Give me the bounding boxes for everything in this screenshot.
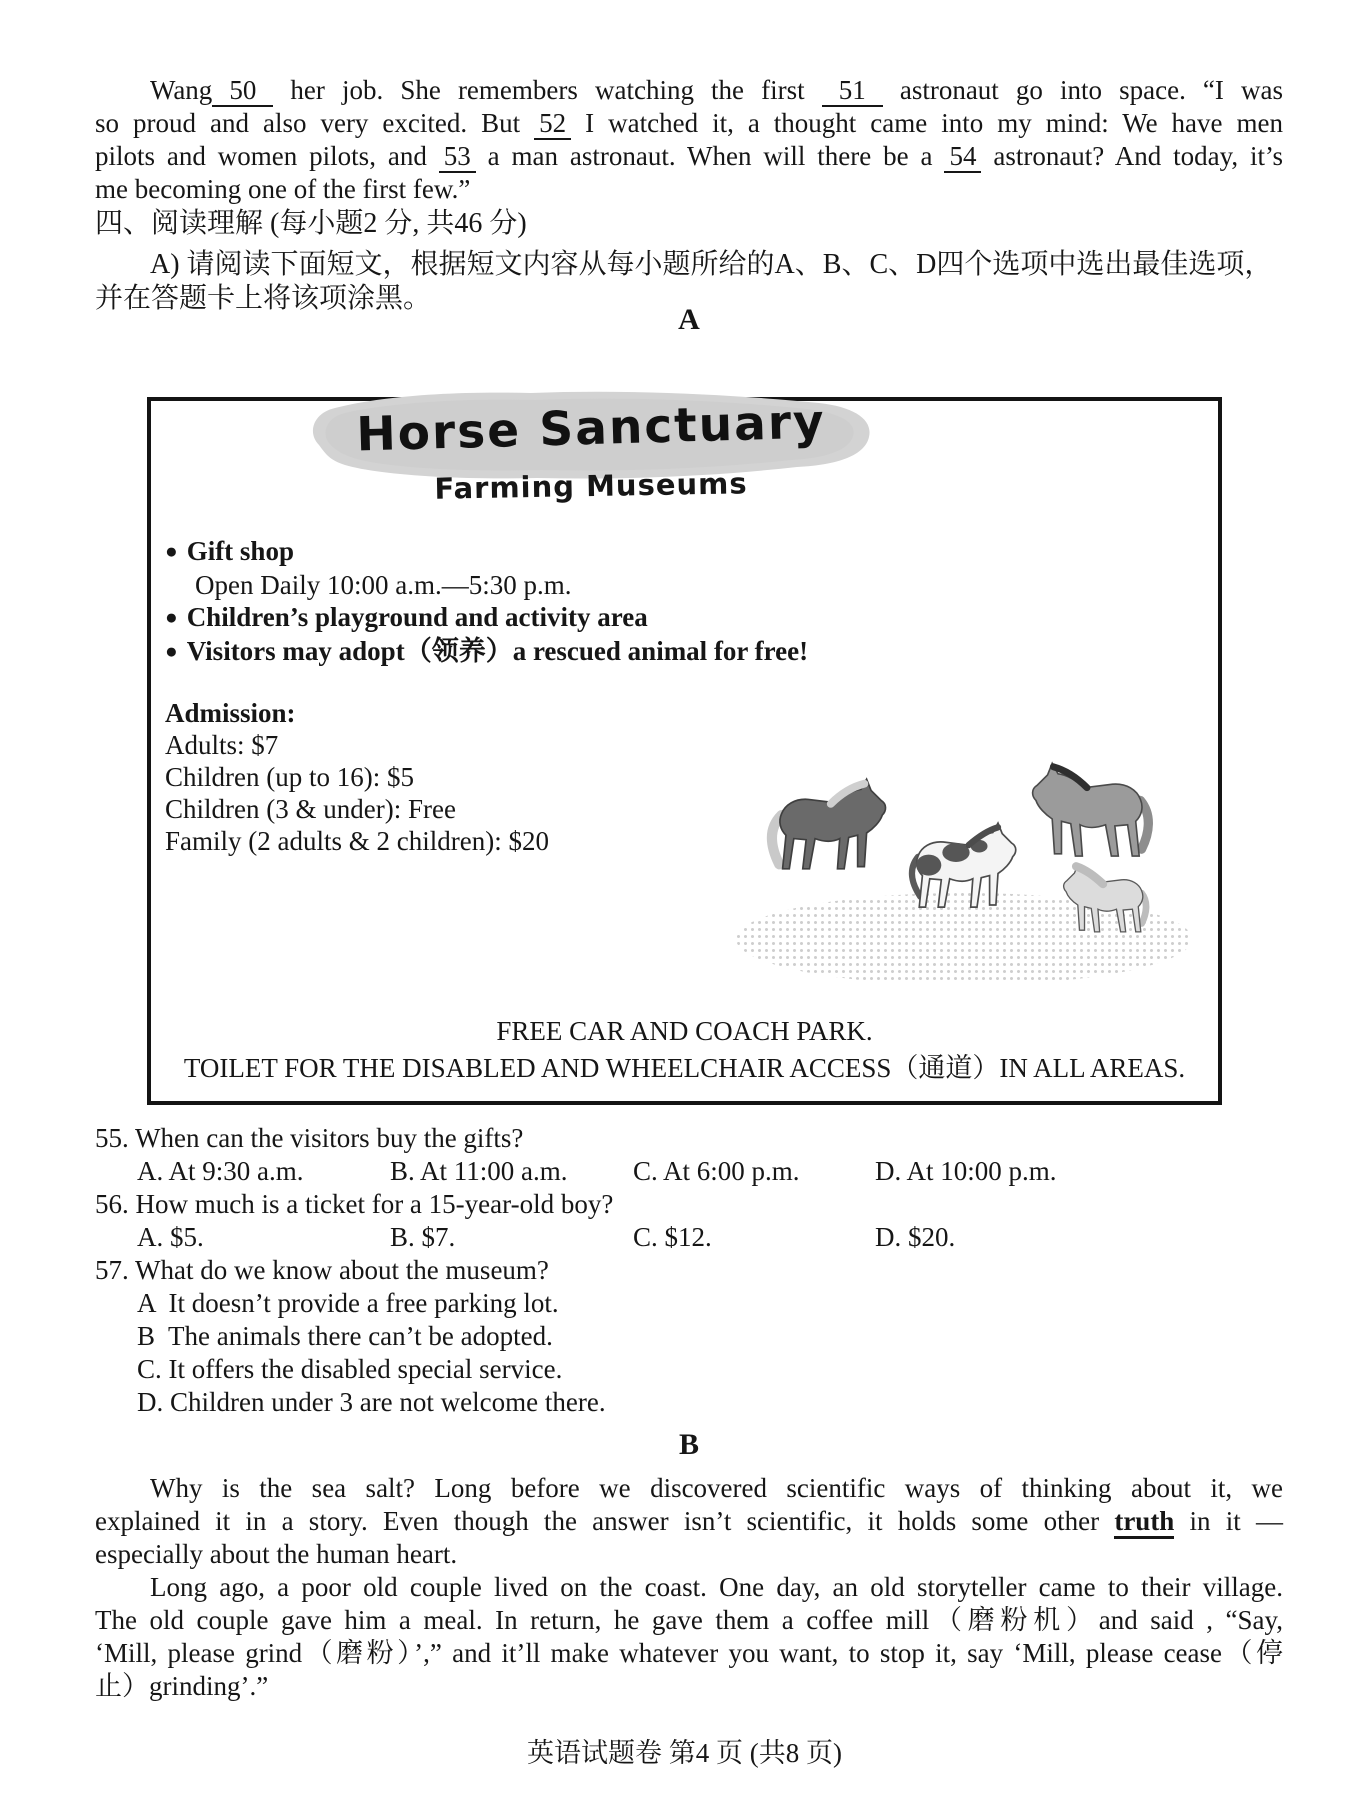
text-run: so proud and also very excited. But — [95, 108, 535, 138]
cloze-paragraph — [95, 74, 1283, 206]
note-line: TOILET FOR THE DISABLED AND WHEELCHAIR ACCESS（通道）IN ALL AREAS. — [183, 1053, 1186, 1083]
options-row — [95, 1155, 1283, 1188]
list-item — [165, 535, 905, 569]
text-run: pilots and women pilots, and — [95, 141, 439, 171]
list-item — [165, 635, 905, 669]
text-run: Wang — [150, 75, 213, 105]
text-line — [95, 1538, 1283, 1571]
option: C. $12. — [633, 1222, 712, 1252]
bullet-icon: ● — [165, 605, 178, 629]
text-run: in it — — [1174, 1506, 1283, 1536]
price-line: Adults: $7 — [165, 730, 279, 760]
option: C. It offers the disabled special service. — [137, 1354, 563, 1384]
option: D. Children under 3 are not welcome there. — [137, 1387, 606, 1417]
passage-b-label: B — [678, 1428, 699, 1461]
text-line — [95, 1670, 1283, 1703]
feature-label: Gift shop — [186, 536, 294, 566]
text-line — [95, 1571, 1283, 1604]
text-run: 止）grinding’.” — [95, 1671, 269, 1701]
instruction-line: A) 请阅读下面短文，根据短文内容从每小题所给的A、B、C、D四个选项中选出最佳选项， — [150, 249, 1273, 280]
text-run: astronaut go into space. “I was — [882, 75, 1283, 105]
ad-feature-list — [165, 535, 905, 669]
feature-label: Children’s playground and activity area — [186, 602, 648, 632]
cloze-blank: 52 — [534, 108, 571, 140]
text-line — [95, 1637, 1283, 1670]
price-line: Children (3 & under): Free — [165, 794, 456, 824]
questions-block — [95, 1122, 1283, 1419]
question-text: 55. When can the visitors buy the gifts? — [95, 1123, 524, 1153]
price-line: Family (2 adults & 2 children): $20 — [165, 826, 549, 856]
option: D. $20. — [875, 1222, 956, 1252]
cloze-blank: 51 — [822, 75, 883, 107]
ad-subtitle: Farming Museums — [434, 466, 748, 506]
ad-title: Horse Sanctuary — [355, 394, 827, 463]
page-footer: 英语试题卷 第4 页 (共8 页) — [527, 1738, 842, 1768]
text-line — [95, 74, 1283, 107]
cloze-blank: 50 — [212, 75, 273, 107]
emphasized-word: truth — [1114, 1506, 1174, 1539]
text-run: her job. She remembers watching the first — [273, 75, 822, 105]
ad-footer-notes — [151, 1013, 1218, 1087]
list-item — [165, 601, 905, 635]
text-run: me becoming one of the first few.” — [95, 174, 471, 204]
advertisement-box — [147, 394, 1222, 1105]
option: A. $5. — [137, 1222, 204, 1252]
text-run: explained it in a story. Even though the answer isn’t scientific, it holds some other — [95, 1506, 1115, 1536]
options-row — [95, 1221, 1283, 1254]
option: D. At 10:00 p.m. — [875, 1156, 1057, 1186]
option: B The animals there can’t be adopted. — [137, 1321, 553, 1351]
option: B. At 11:00 a.m. — [390, 1156, 568, 1186]
option: B. $7. — [390, 1222, 456, 1252]
bullet-icon: ● — [165, 539, 178, 563]
text-run: I watched it, a thought came into my mind: We have men — [571, 108, 1283, 138]
admission-heading: Admission: — [165, 698, 296, 728]
text-run: ‘Mill, please grind（磨粉）’,” and it’ll make whatever you want, to stop it, say ‘Mill, please cease（停 — [95, 1638, 1283, 1668]
horse-brown — [1033, 763, 1149, 856]
option: A It doesn’t provide a free parking lot. — [137, 1288, 559, 1318]
text-run: Why is the sea salt? Long before we discovered scientific ways of thinking about it, we — [150, 1473, 1283, 1503]
text-line — [95, 1505, 1283, 1538]
question-text: 56. How much is a ticket for a 15-year-old boy? — [95, 1189, 614, 1219]
instruction-line: 并在答题卡上将该项涂黑。 — [95, 283, 432, 314]
feature-label: Visitors may adopt（领养）a rescued animal for free! — [186, 636, 809, 666]
text-line — [95, 107, 1283, 140]
option: A. At 9:30 a.m. — [137, 1156, 304, 1186]
note-line: FREE CAR AND COACH PARK. — [496, 1016, 873, 1046]
bullet-icon: ● — [165, 639, 178, 663]
price-line: Children (up to 16): $5 — [165, 762, 414, 792]
text-line — [95, 1604, 1283, 1637]
horse-dark-pony — [772, 779, 886, 869]
list-item-subtext: Open Daily 10:00 a.m.—5:30 p.m. — [195, 570, 572, 600]
cloze-blank: 53 — [439, 141, 476, 173]
text-run: astronaut? And today, it’s — [981, 141, 1283, 171]
admission-prices — [165, 697, 725, 857]
cloze-blank: 54 — [944, 141, 981, 173]
text-run: Long ago, a poor old couple lived on the coast. One day, an old storyteller came to their village. — [150, 1572, 1283, 1602]
text-run: The old couple gave him a meal. In return, he gave them a coffee mill（磨粉机）and said , “Say, — [95, 1605, 1283, 1635]
text-run: especially about the human heart. — [95, 1539, 458, 1569]
passage-a-label: A — [678, 303, 700, 336]
passage-b — [95, 1472, 1283, 1703]
text-line — [95, 173, 1283, 206]
text-line — [95, 1472, 1283, 1505]
section-heading: 四、阅读理解 (每小题2 分, 共46 分) — [95, 208, 527, 239]
text-run: a man astronaut. When will there be a — [475, 141, 945, 171]
question-text: 57. What do we know about the museum? — [95, 1255, 549, 1285]
option: C. At 6:00 p.m. — [633, 1156, 800, 1186]
horses-illustration — [729, 759, 1207, 984]
text-line — [95, 140, 1283, 173]
